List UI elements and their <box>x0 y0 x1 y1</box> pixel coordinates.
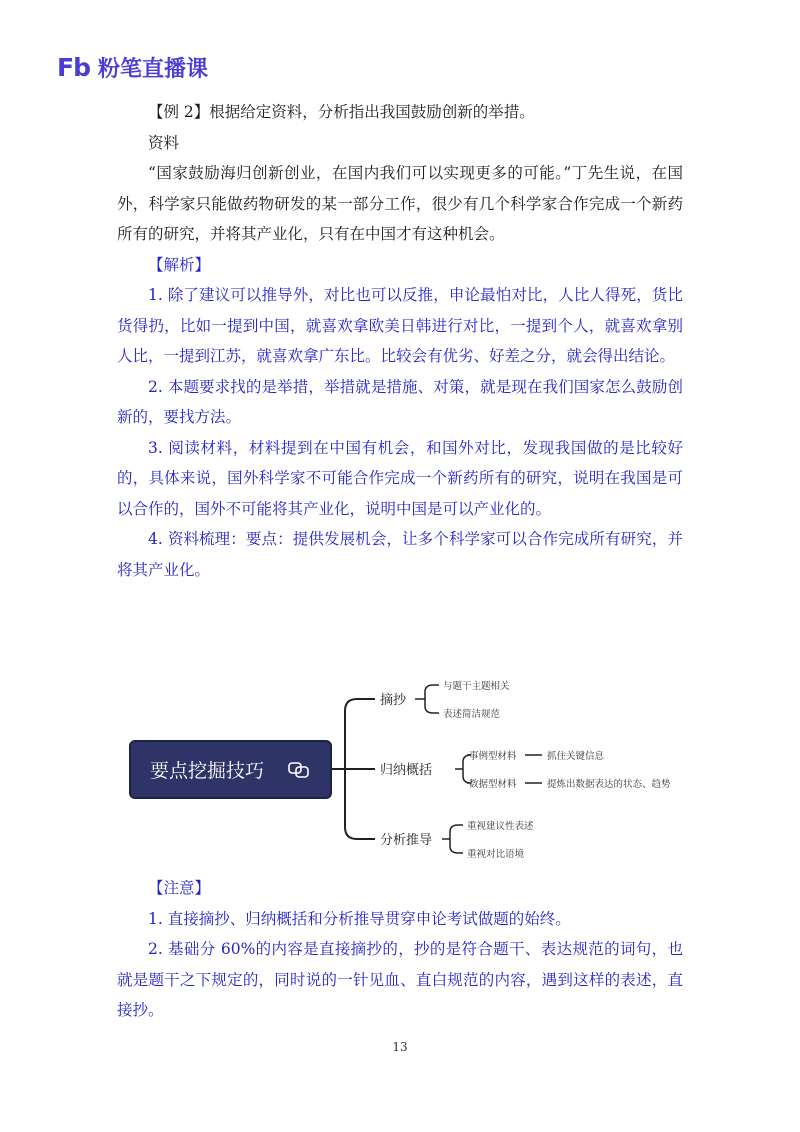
page-number: 13 <box>392 1040 408 1054</box>
material-label: 资料 <box>148 133 180 152</box>
brand-logo <box>57 52 208 83</box>
mindmap-branch-label: 归纳概括 <box>380 763 433 778</box>
mindmap-leaf-note: 提炼出数据表达的状态、趋势 <box>547 779 671 790</box>
mindmap-branch-label: 分析推导 <box>380 833 433 848</box>
mindmap-leaf-label: 数据型材料 <box>469 779 517 790</box>
analysis-point: 2. 本题要求找的是举措，举措就是措施、对策，就是现在我们国家怎么鼓励创新的，要找方法。 <box>117 377 683 426</box>
material-text: “国家鼓励海归创新创业，在国内我们可以实现更多的可能。”丁先生说，在国外，科学家只能做药物研发的某一部分工作，很少有几个科学家合作完成一个新药所有的研究，并将其产业化，只有在中国才有这种机会。 <box>117 164 683 243</box>
mindmap-leaf-note: 抓住关键信息 <box>547 751 605 762</box>
logo-mark: Fb <box>57 53 90 82</box>
notes-section <box>117 873 683 1026</box>
mindmap-main-connectors <box>331 699 375 839</box>
mindmap-leaf-label: 重视建议性表述 <box>467 821 534 832</box>
mindmap-leaf-label: 重视对比语境 <box>467 849 525 860</box>
analysis-heading: 【解析】 <box>148 255 211 274</box>
mindmap-root-label: 要点挖掘技巧 <box>150 760 265 782</box>
note-point: 2. 基础分 60%的内容是直接摘抄的，抄的是符合题干、表达规范的词句，也就是题干之下规定的，同时说的一针见血、直白规范的内容，遇到这样的表述，直接抄。 <box>117 940 683 1019</box>
note-point: 1. 直接摘抄、归纳概括和分析推导贯穿申论考试做题的始终。 <box>148 909 571 928</box>
analysis-point: 1. 除了建议可以推导外，对比也可以反推，申论最怕对比，人比人得死，货比货得扔，比如一提到中国，就喜欢拿欧美日韩进行对比，一提到个人，就喜欢拿别人比，一提到江苏，就喜欢拿广东比。比较会有优劣、好差之分，就会得出结论。 <box>117 286 683 365</box>
analysis-point: 4. 资料梳理：要点：提供发展机会，让多个科学家可以合作完成所有研究，并将其产业化。 <box>117 530 683 579</box>
mindmap-leaf-label: 与题干主题相关 <box>443 681 510 692</box>
mindmap-leaf-label: 表述简洁规范 <box>443 709 501 720</box>
mindmap-branch-label: 摘抄 <box>380 693 407 708</box>
notes-heading: 【注意】 <box>148 879 211 897</box>
example-section <box>117 97 683 585</box>
mindmap-diagram <box>117 670 683 870</box>
mindmap-leaf-label: 事例型材料 <box>469 751 517 762</box>
logo-text: 粉笔直播课 <box>97 57 208 82</box>
analysis-point: 3. 阅读材料，材料提到在中国有机会，和国外对比，发现我国做的是比较好的，具体来说，国外科学家不可能合作完成一个新药所有的研究，说明在我国是可以合作的，国外不可能将其产业化，说明中国是可以产业化的。 <box>117 438 683 518</box>
example-question: 【例 2】根据给定资料，分析指出我国鼓励创新的举措。 <box>148 103 535 121</box>
